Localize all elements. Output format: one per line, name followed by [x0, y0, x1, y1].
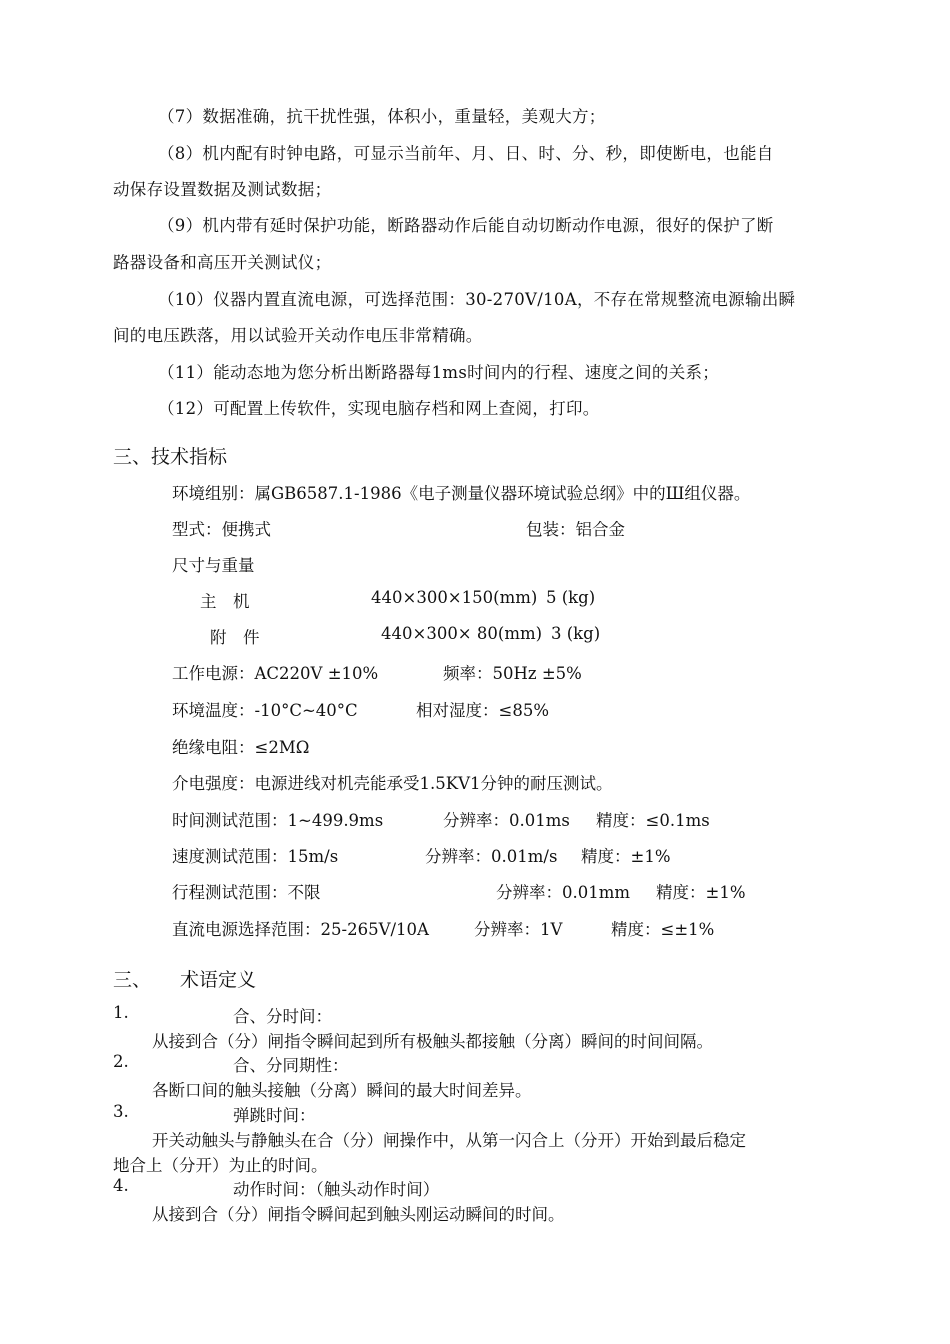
feature-item-9-line1: （9）机内带有延时保护功能，断路器动作后能自动切断动作电源，很好的保护了断 [158, 216, 774, 235]
spec-host-size: 440×300×150(mm) [371, 588, 538, 607]
spec-travel-accuracy: 精度：±1% [656, 883, 746, 902]
spec-insulation: 绝缘电阻：≤2MΩ [172, 738, 310, 757]
term-number: 3. [113, 1102, 129, 1121]
spec-travel-resolution: 分辨率：0.01mm [496, 883, 631, 902]
feature-item-7: （7）数据准确，抗干扰性强，体积小，重量轻，美观大方； [158, 107, 606, 126]
term-number: 1. [113, 1003, 129, 1022]
spec-power: 工作电源：AC220V ±10% [172, 664, 379, 683]
term-definition: 从接到合（分）闸指令瞬间起到所有极触头都接触（分离）瞬间的时间间隔。 [152, 1032, 713, 1051]
spec-speed-resolution: 分辨率：0.01m/s [425, 847, 558, 866]
spec-humidity: 相对湿度：≤85% [416, 701, 549, 720]
spec-accessory-size: 440×300× 80(mm) [381, 624, 543, 643]
feature-item-8-line2: 动保存设置数据及测试数据； [113, 180, 332, 199]
feature-item-11: （11）能动态地为您分析出断路器每1ms时间内的行程、速度之间的关系； [158, 363, 720, 382]
spec-dc-resolution: 分辨率：1V [474, 920, 563, 939]
spec-dielectric: 介电强度：电源进线对机壳能承受1.5KV1分钟的耐压测试。 [172, 774, 613, 793]
section-title-specs: 三、技术指标 [113, 446, 228, 468]
term-definition-line2: 地合上（分开）为止的时间。 [113, 1156, 328, 1175]
spec-frequency: 频率：50Hz ±5% [443, 664, 582, 683]
feature-item-12: （12）可配置上传软件，实现电脑存档和网上查阅，打印。 [158, 399, 600, 418]
spec-time-accuracy: 精度：≤0.1ms [596, 811, 710, 830]
spec-dc-range: 直流电源选择范围：25-265V/10A [172, 920, 429, 939]
section-title-terms: 术语定义 [180, 969, 257, 991]
spec-speed-range: 速度测试范围：15m/s [172, 847, 339, 866]
spec-dc-accuracy: 精度：≤±1% [611, 920, 715, 939]
section-number-terms: 三、 [113, 969, 152, 991]
term-number: 4. [113, 1176, 129, 1195]
spec-host-label: 主 机 [200, 592, 250, 611]
spec-size-weight-label: 尺寸与重量 [172, 556, 255, 575]
term-name: 动作时间：（触头动作时间） [233, 1180, 440, 1199]
spec-accessory-label: 附 件 [210, 628, 260, 647]
term-name: 合、分时间： [233, 1007, 332, 1026]
feature-item-10-line2: 间的电压跌落，用以试验开关动作电压非常精确。 [113, 326, 483, 345]
feature-item-10-line1: （10）仪器内置直流电源，可选择范围：30-270V/10A，不存在常规整流电源输出瞬 [158, 290, 796, 309]
spec-time-resolution: 分辨率：0.01ms [443, 811, 570, 830]
term-definition: 从接到合（分）闸指令瞬间起到触头刚运动瞬间的时间。 [152, 1205, 565, 1224]
spec-time-range: 时间测试范围：1~499.9ms [172, 811, 384, 830]
term-number: 2. [113, 1052, 129, 1071]
feature-item-9-line2: 路器设备和高压开关测试仪； [113, 253, 332, 272]
spec-type: 型式：便携式 [172, 520, 271, 539]
spec-package: 包装：铝合金 [526, 520, 625, 539]
term-definition: 各断口间的触头接触（分离）瞬间的最大时间差异。 [152, 1081, 532, 1100]
term-definition-line1: 开关动触头与静触头在合（分）闸操作中，从第一闪合上（分开）开始到最后稳定 [152, 1131, 746, 1150]
spec-temperature: 环境温度：-10°C~40°C [172, 701, 358, 720]
term-name: 合、分同期性： [233, 1056, 349, 1075]
spec-host-weight: 5 (kg) [546, 588, 596, 607]
feature-item-8-line1: （8）机内配有时钟电路，可显示当前年、月、日、时、分、秒，即使断电，也能自 [158, 144, 774, 163]
spec-env-group: 环境组别：属GB6587.1-1986《电子测量仪器环境试验总纲》中的Ш组仪器。 [172, 484, 751, 503]
term-name: 弹跳时间： [233, 1106, 316, 1125]
spec-travel-range: 行程测试范围：不限 [172, 883, 321, 902]
spec-speed-accuracy: 精度：±1% [581, 847, 671, 866]
spec-accessory-weight: 3 (kg) [551, 624, 601, 643]
